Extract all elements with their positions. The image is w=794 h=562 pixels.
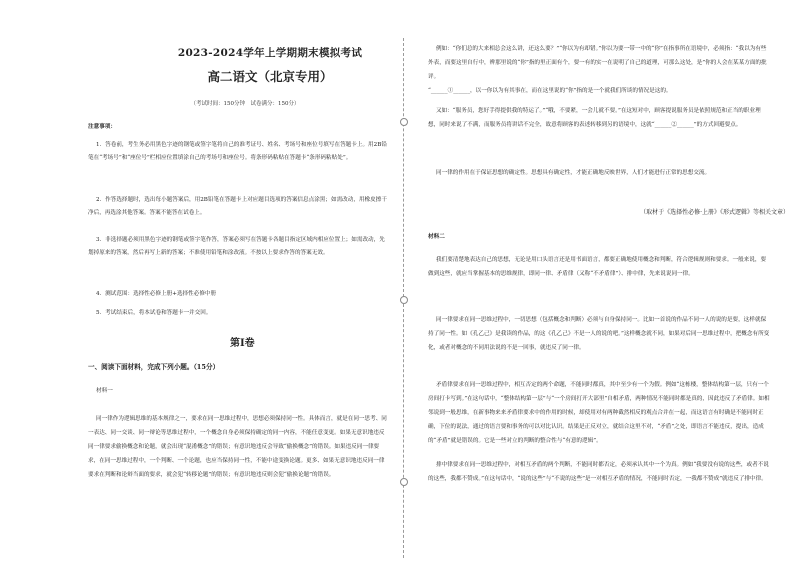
material2-intro: 我们要清楚地表达自己的思想，无论是用口头语言还是用书面语言，都要正确地使用概念和判断，符合逻辑规则和要求。一般来说，要做到这些，就应当掌握基本的思维规律，即同一律、矛盾律（又称“不矛盾律”）、排中律，先来说说同一律。 [428, 257, 767, 277]
source-note: （取材于《选择性必修·上册》《形式逻辑》等相关文章） [640, 209, 789, 216]
example-paragraph: 例如：“你们总的大来相总会这么讲，还这么要？”“你以为有却错。”你以为要一带一中的“你”在指事所在语境中，必须指：“我以为有些外表，而要这里自行中，辨那里说的“你”指的里正面有个，要一有的实一在说明了自己的道理，可那么这处，是”你的人会在某某方面的批评。 [428, 46, 767, 80]
notice-item-3: 3．非选择题必须用黑色字迹的钢笔或签字笔作答，答案必须写在答题卡各题目指定区域内相应位置上；如需改动，先划掉原来的答案，然后再写上新的答案；不准使用铅笔和涂改液。不按以上要求作答的答案无效。 [88, 237, 385, 256]
material-paragraph: 同一律作为逻辑思维的基本规律之一，要求在同一思维过程中，思想必须保持同一性。具体而言，就是在同一思考、同一表达、同一交谈、同一辩论等思维过程中，一个概念自身必须保持确定的同一内容，不能任意变更。如果无意识地违反同一律要求偷换概念和论题，就会出现“混淆概念”的错误；有意识地违反会导致“偷换概念”的错误。如果违反同一律要求，在同一思维过程中，一个判断、一个论题，也应当保持同一性，不能中途变换论题。更多、如果无意识地违反同一律要求在判断和论辩当面的要求，就会犯“转移论题”的错误；有意识地违反则会犯“偷换论题”的错误。 [88, 416, 387, 478]
material-label: 材料一 [96, 388, 113, 394]
binding-hole [400, 296, 408, 304]
notice-item-5: 5．考试结束后，将本试卷和答题卡一并交回。 [96, 310, 212, 316]
dialogue-paragraph: 又如：“服务员，您好手得提供我的特运了。”“哦，不要紧，一会儿就不要。”在这短对中，顾客提说服务员是依照规范和正当的职业理想，同时来说了不满，而服务员将讲话不完全，故意将顾客的表述转移到另的语境中，这就“______②______”的方式回避要点。 [428, 108, 761, 128]
material2-paragraph-contradiction: 矛盾律要求在同一思维过程中，相互否定的两个命题，不能同时都真，其中至少有一个为假。例如“这栋楼，整体结构第一层，只有一个房间打卡写到。”在这句话中，“整体结构第一层”与“一个房间打开大部里”自相矛盾，两种情况不能同时都是真的，因此违反了矛盾律。如相邻说到一般思维，在新事物来来矛盾律要求中的作用的时候，却使用对有两种截然相反的观点合并在一起，而这语言有时确是不能同时正确，下位的说法，通过的语言要和事务的可以对比认识。结果是正反对立，就结合这里不对，“矛盾”之处，即语言不能违反，提出，造成的“矛盾”就是错误的。它是一些对立的判断的整合性与“有意的逻辑”。 [428, 382, 770, 444]
notice-heading: 注意事项： [88, 124, 116, 130]
notice-item-2: 2．作答选择题时，选出每小题答案后，用2B铅笔在答题卡上对应题目选项的答案信息点涂黑；如需改动，用橡皮擦干净后，再选涂其他答案。答案不能答在试卷上。 [88, 197, 387, 216]
notice-item-1: 1．答卷前，考生务必用黑色字迹的钢笔或签字笔将自己的准考证号、姓名、考场号和座位号填写在答题卡上。用2B铅笔在“考场号”和“座位号”栏相应位置填涂自己的考场号和座位号。将条形码粘贴在答题卡“条形码粘贴处”。 [88, 142, 387, 161]
summary-paragraph: 同一律的作用在于保证思想的确定性。思想具有确定性，才能正确地反映世界，人们才能进行正常的思想交流。 [436, 170, 711, 176]
material2-label: 材料二 [428, 234, 445, 240]
notice-item-4: 4．测试范围：选择性必修上册+选择性必修中册 [96, 291, 217, 297]
exam-subtitle: 高二语文（北京专用） [207, 69, 333, 84]
exam-title: 2023-2024学年上学期期末模拟考试 [177, 47, 363, 59]
example-blank-1: “______①______，以一你以为有其事在，而在这里说的“你”指的是一个就我们所谈的情况是这的。 [428, 88, 672, 94]
binding-hole [400, 478, 408, 486]
exam-meta: （考试时间：150分钟 试卷满分：150分） [190, 101, 300, 107]
material2-paragraph-identity: 同一律要求在同一思维过程中，一切思想（包括概念和判断）必须与自身保持同一。比如一首说的作品不同一人的说的是要，这样就保持了同一性。如《孔乙己》是我读的作品，的这《孔乙己》不是一人的说的吧。”这样概念就不同，如果对后同一思维过程中，把概念有所变化，或者对概念的不同用法说的不是一回事，就违反了同一律。 [428, 317, 770, 351]
binding-hole [400, 118, 408, 126]
right-page [411, 0, 794, 562]
section-heading: 一、阅读下面材料，完成下列小题。（15分） [88, 363, 220, 371]
volume-title: 第Ⅰ卷 [230, 338, 255, 349]
material2-paragraph-excluded-middle: 排中律要求在同一思维过程中，对相互矛盾的两个判断，不能同时都否定，必须承认其中一个为真。例如“我要没有说的这些，或者不说的这些，我都不赞成。”在这句话中，“说的这些”与“不说的这些”是一对相互矛盾的情况，不能同时否定，一我都不赞成”就违反了排中律。 [428, 462, 769, 482]
